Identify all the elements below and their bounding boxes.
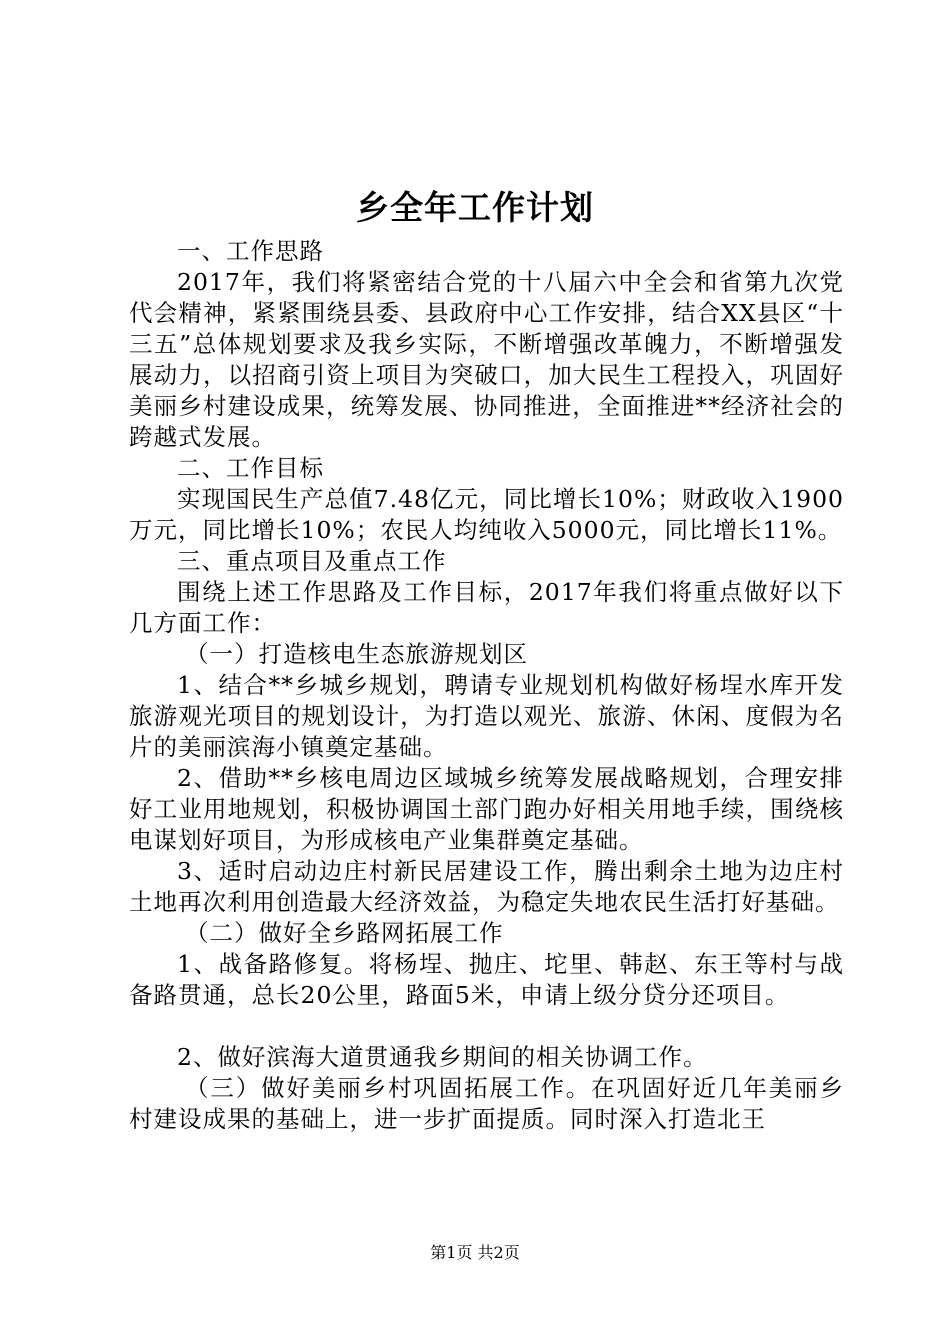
paragraph-item-3: 3、适时启动边庄村新民居建设工作，腾出剩余土地为边庄村土地再次利用创造最大经济效益，为稳定失地农民生活打好基础。	[129, 857, 844, 916]
document-body	[129, 236, 844, 1135]
paragraph-road-item-2: 2、做好滨海大道贯通我乡期间的相关协调工作。	[177, 1043, 708, 1071]
paragraph-work-ideas: 2017年，我们将紧密结合党的十八届六中全会和省第九次党代会精神，紧紧围绕县委、县政府中心工作安排，结合XX县区“十三五”总体规划要求及我乡实际，不断增强改革魄力，不断增强发展动力，以招商引资上项目为突破口，加大民生工程投入，巩固好美丽乡村建设成果，统筹发展、协同推进，全面推进**经济社会的跨越式发展。	[129, 268, 844, 451]
paragraph-work-goals: 实现国民生产总值7.48亿元，同比增长10%；财政收入1900万元，同比增长10%；农民人均纯收入5000元，同比增长11%。	[129, 485, 844, 544]
paragraph-road-item-1: 1、战备路修复。将杨埕、抛庄、坨里、韩赵、东王等村与战备路贯通，总长20公里，路面5米，申请上级分贷分还项目。	[129, 950, 844, 1009]
subheading-road-network: （二）做好全乡路网拓展工作	[185, 919, 504, 947]
page-footer: 第1页 共2页	[430, 1243, 520, 1262]
blank-line	[129, 1011, 844, 1042]
paragraph-beautiful-village: （三）做好美丽乡村巩固拓展工作。在巩固好近几年美丽乡村建设成果的基础上，进一步扩面提质。同时深入打造北王	[129, 1074, 844, 1133]
subheading-nuclear-eco-tourism: （一）打造核电生态旅游规划区	[185, 640, 528, 668]
paragraph-item-1: 1、结合**乡城乡规划，聘请专业规划机构做好杨埕水库开发旅游观光项目的规划设计，为打造以观光、旅游、休闲、度假为名片的美丽滨海小镇奠定基础。	[129, 671, 844, 761]
paragraph-item-2: 2、借助**乡核电周边区域城乡统筹发展战略规划，合理安排好工业用地规划，积极协调国土部门跑办好相关用地手续，围绕核电谋划好项目，为形成核电产业集群奠定基础。	[129, 764, 844, 854]
paragraph-key-projects-intro: 围绕上述工作思路及工作目标，2017年我们将重点做好以下几方面工作：	[129, 578, 844, 637]
heading-work-ideas: 一、工作思路	[177, 237, 324, 265]
document-title: 乡全年工作计划	[356, 188, 594, 227]
heading-work-goals: 二、工作目标	[177, 454, 324, 482]
heading-key-projects: 三、重点项目及重点工作	[177, 547, 447, 575]
